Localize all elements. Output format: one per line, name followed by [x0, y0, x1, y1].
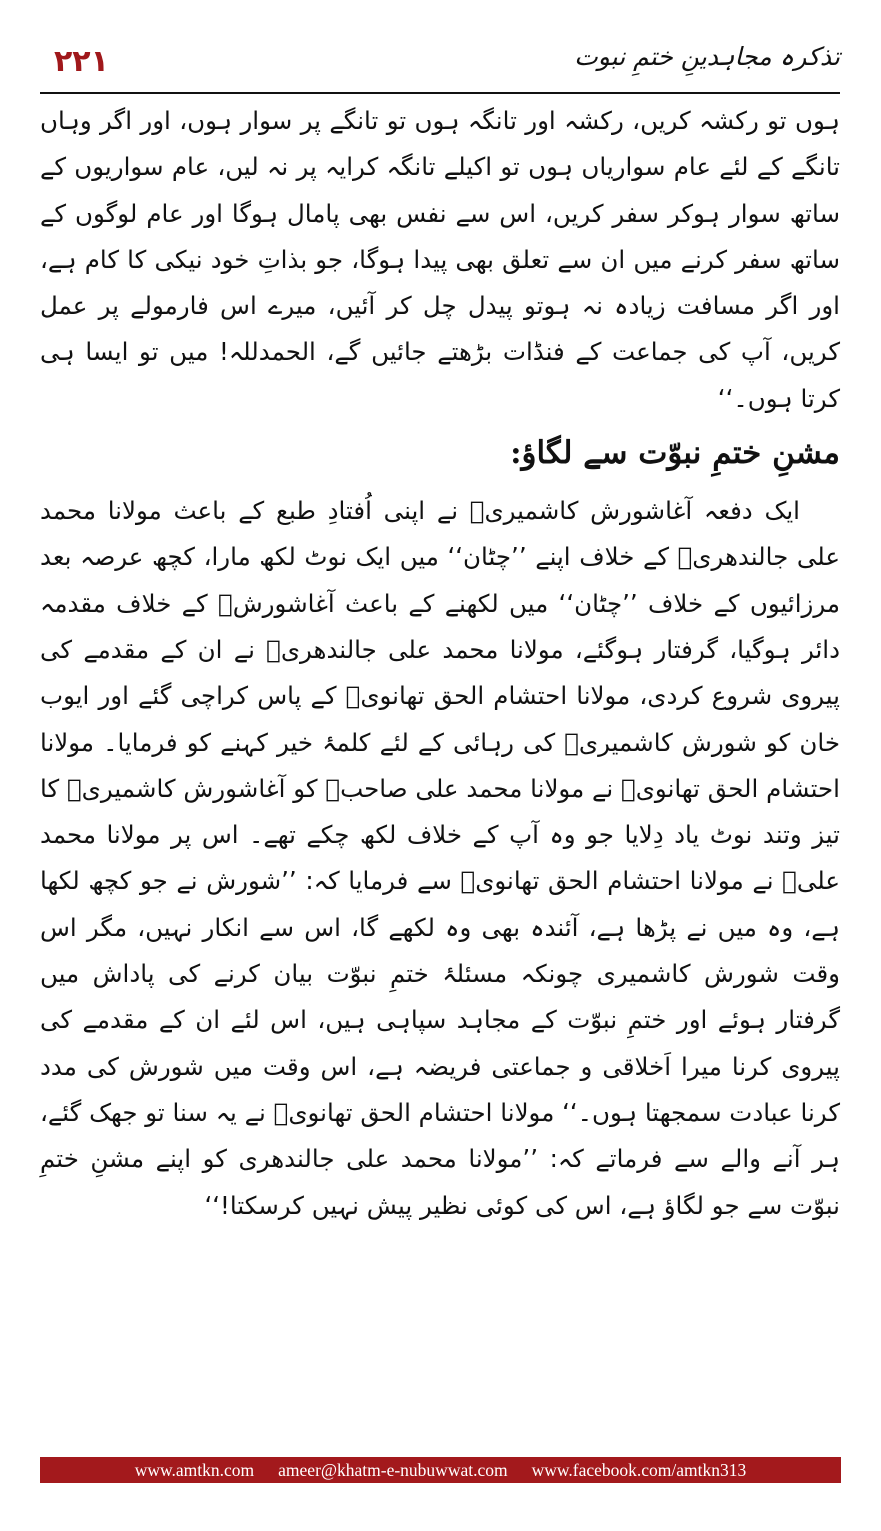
paragraph-2: ایک دفعہ آغاشورش کاشمیریؒ نے اپنی اُفتادِ طبع کے باعث مولانا محمد علی جالندھریؒ کے خلاف اپنے ’’چٹان‘‘ میں ایک نوٹ لکھ مارا، کچھ عرصہ بعد مرزائیوں کے خلاف ’’چٹان‘‘ میں لکھنے کے باعث آغاشورشؒ کے خلاف مقدمہ دائر ہوگیا، گرفتار ہوگئے، مولانا محمد علی جالندھریؒ نے ان کے مقدمے کی پیروی شروع کردی، مولانا احتشام الحق تھانویؒ کے پاس کراچی گئے اور ایوب خان کو شورش کاشمیریؒ کی رہائی کے لئے کلمۂ خیر کہنے کو فرمایا۔ مولانا احتشام الحق تھانویؒ نے مولانا محمد علی صاحبؒ کو آغاشورش کاشمیریؒ کا تیز وتند نوٹ یاد دِلایا جو وہ آپ کے خلاف لکھ چکے تھے۔ اس پر مولانا محمد علیؒ نے مولانا احتشام الحق تھانویؒ سے فرمایا کہ: ’’شورش نے جو کچھ لکھا ہے، وہ میں نے پڑھا ہے، آئندہ بھی وہ لکھے گا، اس سے انکار نہیں، مگر اس وقت شورش کاشمیری چونکہ مسئلۂ ختمِ نبوّت بیان کرنے کی پاداش میں گرفتار ہوئے اور ختمِ نبوّت کے مجاہد سپاہی ہیں، اس لئے ان کے مقدمے کی پیروی کرنا میرا اَخلاقی و جماعتی فریضہ ہے، اس وقت میں شورش کی مدد کرنا عبادت سمجھتا ہوں۔‘‘ مولانا احتشام الحق تھانویؒ نے یہ سنا تو جھک گئے، ہر آنے والے سے فرماتے کہ: ’’مولانا محمد علی جالندھری کو اپنے مشنِ ختمِ نبوّت سے جو لگاؤ ہے، اس کی کوئی نظیر پیش نہیں کرسکتا!‘‘ — [40, 496, 840, 1220]
footer-email-link[interactable]: ameer@khatm-e-nubuwwat.com — [278, 1459, 508, 1480]
paragraph-1: ہوں تو رکشہ کریں، رکشہ اور تانگہ ہوں تو تانگے پر سوار ہوں، اور اگر وہاں تانگے کے لئے عام سواریاں ہوں تو اکیلے تانگہ کرایہ پر نہ لیں، عام سواریوں کے ساتھ سوار ہوکر سفر کریں، اس سے نفس بھی پامال ہوگا اور عام لوگوں کے ساتھ سفر کرنے میں ان سے تعلق بھی پیدا ہوگا، جو بذاتِ خود نیکی کا کام ہے، اور اگر مسافت زیادہ نہ ہوتو پیدل چل کر آئیں، میرے اس فارمولے پر عمل کریں، آپ کی جماعت کے فنڈات بڑھتے جائیں گے، الحمدللہ! میں تو ایسا ہی کرتا ہوں۔‘‘ — [40, 106, 840, 413]
header-divider — [40, 92, 840, 94]
page-header — [40, 38, 840, 92]
footer-facebook-link[interactable]: www.facebook.com/amtkn313 — [531, 1459, 747, 1480]
footer-website-link[interactable]: www.amtkn.com — [134, 1459, 255, 1480]
book-title: تذکرہ مجاہدینِ ختمِ نبوت — [574, 42, 840, 71]
page-content — [40, 98, 840, 1229]
page-number: ۲۲۱ — [54, 44, 109, 79]
footer-bar — [40, 1457, 841, 1483]
section-heading: مشنِ ختمِ نبوّت سے لگاؤ: — [510, 435, 840, 472]
